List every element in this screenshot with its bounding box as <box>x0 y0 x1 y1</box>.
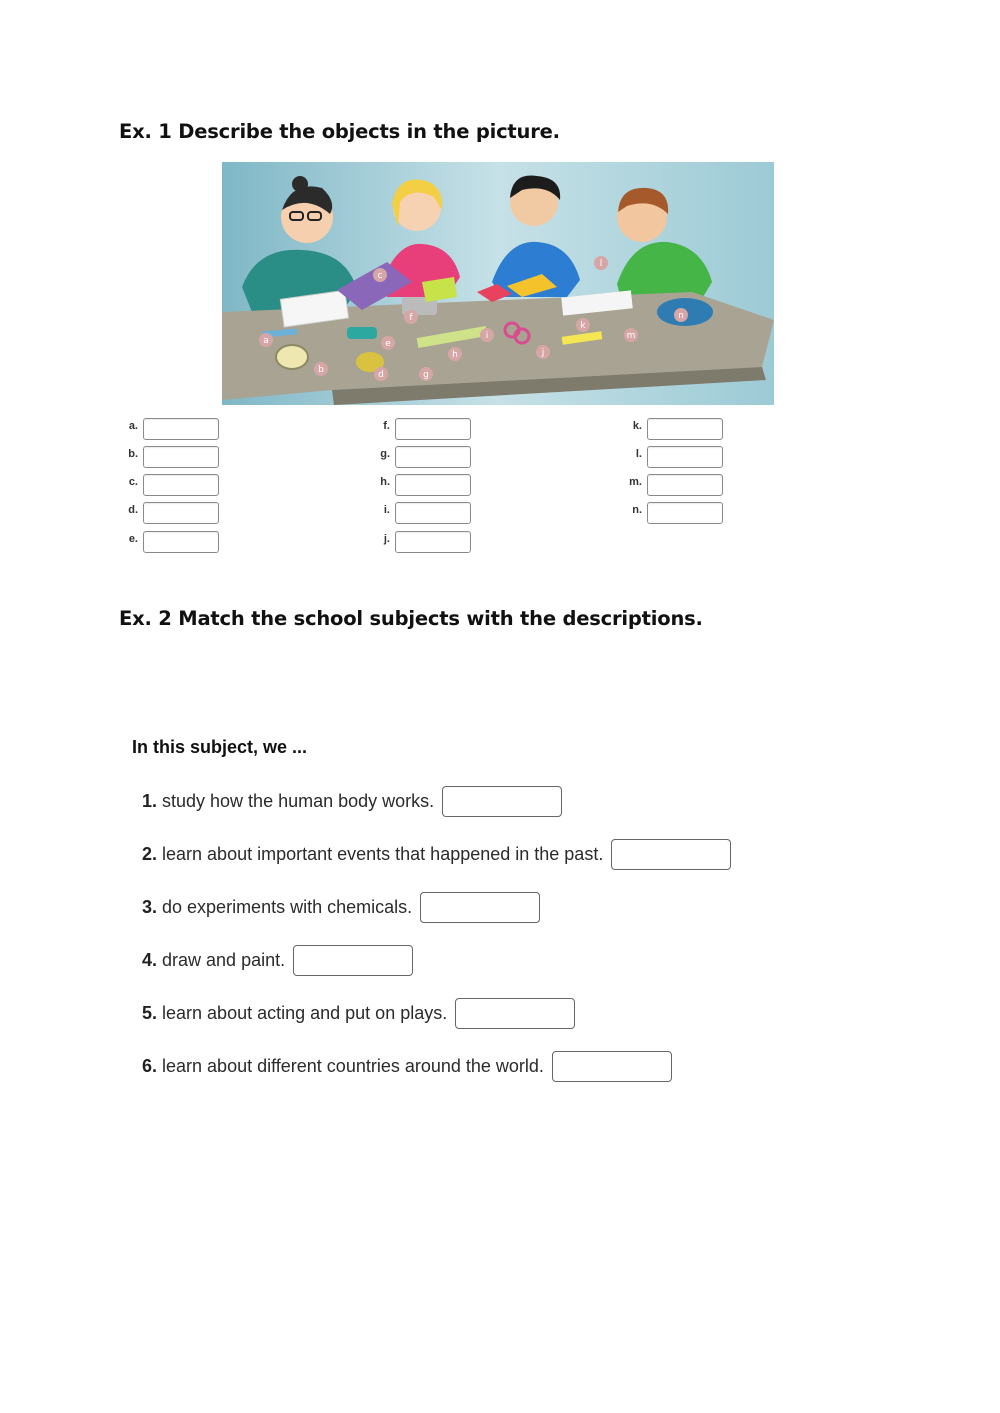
question-text: do experiments with chemicals. <box>162 896 413 917</box>
answer-label: l. <box>635 448 642 460</box>
svg-text:e: e <box>385 339 391 349</box>
svg-text:m: m <box>626 331 636 341</box>
answer-label: h. <box>380 476 390 488</box>
svg-text:h: h <box>452 350 458 360</box>
answer-input-2[interactable] <box>611 839 731 870</box>
svg-text:k: k <box>580 321 586 331</box>
answer-input-6[interactable] <box>552 1051 672 1082</box>
question-number: 5. <box>142 1002 158 1023</box>
svg-text:a: a <box>263 336 269 346</box>
question-number: 4. <box>142 949 158 970</box>
answer-label: f. <box>383 420 390 432</box>
answer-input-f[interactable] <box>395 418 471 440</box>
question-number: 6. <box>142 1055 158 1076</box>
answer-input-m[interactable] <box>647 474 723 496</box>
answer-input-b[interactable] <box>143 446 219 468</box>
answer-input-j[interactable] <box>395 531 471 553</box>
answer-input-d[interactable] <box>143 502 219 524</box>
answer-input-k[interactable] <box>647 418 723 440</box>
svg-text:i: i <box>485 331 489 341</box>
answer-input-e[interactable] <box>143 531 219 553</box>
svg-text:b: b <box>318 365 324 375</box>
answer-label: d. <box>128 504 138 516</box>
answer-label: k. <box>632 420 642 432</box>
answer-label: j. <box>383 533 390 545</box>
answer-input-4[interactable] <box>293 945 413 976</box>
svg-text:f: f <box>409 313 413 323</box>
question-number: 1. <box>142 790 158 811</box>
answer-input-3[interactable] <box>420 892 540 923</box>
answer-input-1[interactable] <box>442 786 562 817</box>
question-2 <box>142 838 731 870</box>
question-text: learn about important events that happened in the past. <box>162 843 604 864</box>
svg-text:l: l <box>599 259 603 269</box>
answer-label: g. <box>380 448 390 460</box>
question-text: draw and paint. <box>162 949 286 970</box>
svg-text:d: d <box>378 370 384 380</box>
question-text: learn about acting and put on plays. <box>162 1002 448 1023</box>
answer-label: b. <box>128 448 138 460</box>
question-number: 3. <box>142 896 158 917</box>
answer-label: a. <box>128 420 138 432</box>
question-6 <box>142 1050 672 1082</box>
svg-text:c: c <box>377 271 383 281</box>
svg-text:n: n <box>678 311 684 321</box>
question-text: learn about different countries around the world. <box>162 1055 544 1076</box>
answer-input-h[interactable] <box>395 474 471 496</box>
question-1 <box>142 785 562 817</box>
answer-input-c[interactable] <box>143 474 219 496</box>
exercise-1-title: Ex. 1 Describe the objects in the picture. <box>119 120 560 143</box>
answer-input-g[interactable] <box>395 446 471 468</box>
question-5 <box>142 997 575 1029</box>
answer-input-i[interactable] <box>395 502 471 524</box>
classroom-illustration <box>222 162 774 405</box>
answer-input-5[interactable] <box>455 998 575 1029</box>
answer-input-l[interactable] <box>647 446 723 468</box>
svg-text:g: g <box>423 370 429 380</box>
answer-label: m. <box>629 476 642 488</box>
answer-label: i. <box>383 504 390 516</box>
answer-input-a[interactable] <box>143 418 219 440</box>
question-text: study how the human body works. <box>162 790 435 811</box>
answer-label: e. <box>128 533 138 545</box>
question-3 <box>142 891 540 923</box>
answer-label: c. <box>128 476 138 488</box>
question-number: 2. <box>142 843 158 864</box>
exercise-2-intro: In this subject, we ... <box>132 737 308 757</box>
stapler <box>347 327 377 339</box>
exercise-2-title: Ex. 2 Match the school subjects with the descriptions. <box>119 607 703 630</box>
answer-label: n. <box>632 504 642 516</box>
answer-input-n[interactable] <box>647 502 723 524</box>
svg-text:j: j <box>541 348 545 358</box>
question-4 <box>142 944 413 976</box>
